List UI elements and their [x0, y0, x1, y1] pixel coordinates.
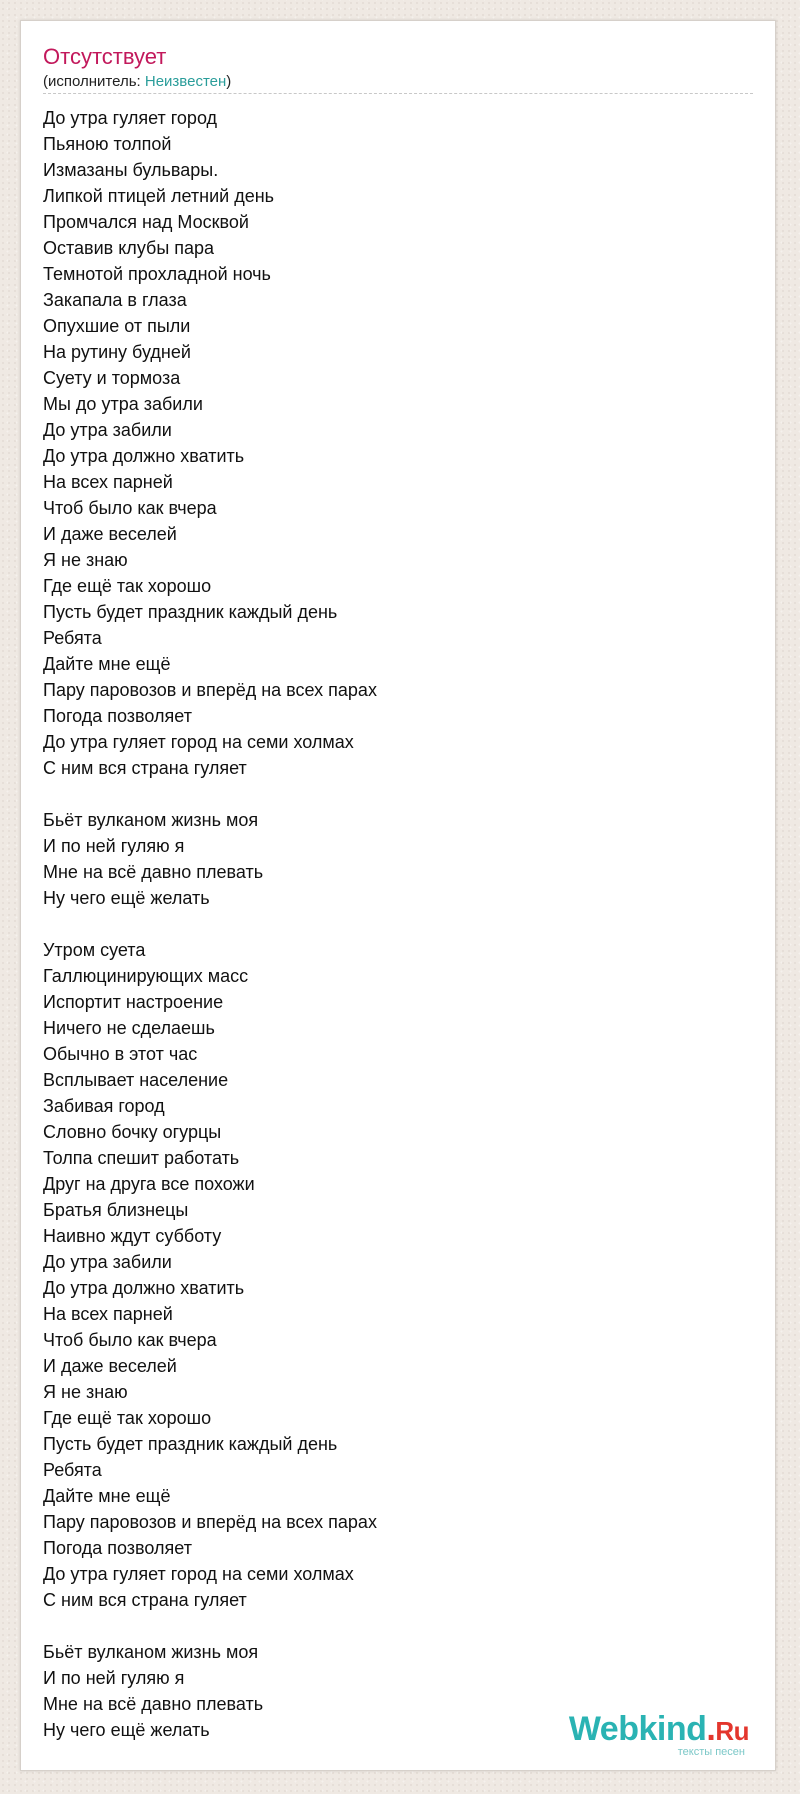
- lyric-line: До утра забили: [43, 1252, 172, 1272]
- lyric-line: Галлюцинирующих масс: [43, 966, 249, 986]
- lyric-line: Дайте мне ещё: [43, 654, 171, 674]
- lyric-line: Закапала в глаза: [43, 290, 187, 310]
- lyric-line: И по ней гуляю я: [43, 836, 185, 856]
- lyric-line: Опухшие от пыли: [43, 316, 191, 336]
- artist-suffix: ): [226, 73, 232, 90]
- lyric-line: Ребята: [43, 1460, 102, 1480]
- lyric-line: Темнотой прохладной ночь: [43, 264, 271, 284]
- lyric-line: Измазаны бульвары.: [43, 160, 219, 180]
- lyric-line: Пару паровозов и вперёд на всех парах: [43, 680, 377, 700]
- title-divider: [43, 93, 753, 94]
- lyric-line: Словно бочку огурцы: [43, 1122, 222, 1142]
- lyric-line: Утром суета: [43, 940, 146, 960]
- lyric-line: На рутину будней: [43, 342, 191, 362]
- lyrics-text: [43, 105, 753, 1743]
- lyric-line: Погода позволяет: [43, 706, 192, 726]
- lyric-line: Ну чего ещё желать: [43, 1720, 210, 1740]
- lyric-line: Я не знаю: [43, 550, 128, 570]
- stanza-break: [43, 911, 753, 937]
- lyrics-card: [20, 20, 776, 1771]
- lyric-line: До утра забили: [43, 420, 172, 440]
- lyric-line: До утра гуляет город: [43, 108, 218, 128]
- logo-wordmark: [569, 1712, 749, 1748]
- lyric-line: Суету и тормоза: [43, 368, 181, 388]
- lyric-line: Пьяною толпой: [43, 134, 172, 154]
- lyric-line: Я не знаю: [43, 1382, 128, 1402]
- lyric-line: Погода позволяет: [43, 1538, 192, 1558]
- lyric-line: С ним вся страна гуляет: [43, 758, 247, 778]
- lyric-line: Пусть будет праздник каждый день: [43, 1434, 338, 1454]
- lyric-line: Где ещё так хорошо: [43, 1408, 212, 1428]
- lyric-line: Бьёт вулканом жизнь моя: [43, 810, 259, 830]
- lyric-line: Ребята: [43, 628, 102, 648]
- lyric-line: Бьёт вулканом жизнь моя: [43, 1642, 259, 1662]
- lyric-line: Промчался над Москвой: [43, 212, 249, 232]
- logo-tagline: тексты песен: [677, 1746, 745, 1758]
- lyric-line: Дайте мне ещё: [43, 1486, 171, 1506]
- song-title: Отсутствует: [43, 44, 167, 69]
- artist-link[interactable]: Неизвестен: [144, 73, 227, 90]
- lyric-line: Где ещё так хорошо: [43, 576, 212, 596]
- artist-prefix: (исполнитель:: [43, 73, 145, 90]
- stanza-break: [43, 781, 753, 807]
- lyric-line: До утра гуляет город на семи холмах: [43, 1564, 354, 1584]
- lyric-line: С ним вся страна гуляет: [43, 1590, 247, 1610]
- logo-word: Webkind: [568, 1710, 707, 1748]
- lyric-line: И даже веселей: [43, 1356, 177, 1376]
- lyric-line: Обычно в этот час: [43, 1044, 198, 1064]
- lyric-line: До утра должно хватить: [43, 1278, 245, 1298]
- webkind-logo[interactable]: [569, 1712, 749, 1758]
- lyric-line: На всех парней: [43, 1304, 173, 1324]
- lyric-line: Мы до утра забили: [43, 394, 203, 414]
- artist-line: [43, 72, 231, 92]
- lyric-line: И даже веселей: [43, 524, 177, 544]
- lyric-line: Липкой птицей летний день: [43, 186, 275, 206]
- lyric-line: Мне на всё давно плевать: [43, 862, 264, 882]
- lyric-line: И по ней гуляю я: [43, 1668, 185, 1688]
- lyric-line: Испортит настроение: [43, 992, 224, 1012]
- lyric-line: Мне на всё давно плевать: [43, 1694, 264, 1714]
- lyric-line: Друг на друга все похожи: [43, 1174, 255, 1194]
- stanza-break: [43, 1613, 753, 1639]
- lyric-line: До утра должно хватить: [43, 446, 245, 466]
- lyric-line: Чтоб было как вчера: [43, 498, 217, 518]
- lyric-line: Всплывает население: [43, 1070, 229, 1090]
- logo-tld: Ru: [715, 1716, 749, 1746]
- lyric-line: До утра гуляет город на семи холмах: [43, 732, 354, 752]
- lyric-line: Ничего не сделаешь: [43, 1018, 215, 1038]
- lyric-line: Наивно ждут субботу: [43, 1226, 222, 1246]
- lyric-line: Пусть будет праздник каждый день: [43, 602, 338, 622]
- lyric-line: Чтоб было как вчера: [43, 1330, 217, 1350]
- logo-dot: .: [706, 1710, 716, 1748]
- lyric-line: Ну чего ещё желать: [43, 888, 210, 908]
- lyric-line: На всех парней: [43, 472, 173, 492]
- lyric-line: Пару паровозов и вперёд на всех парах: [43, 1512, 377, 1532]
- lyric-line: Братья близнецы: [43, 1200, 189, 1220]
- lyric-line: Забивая город: [43, 1096, 165, 1116]
- lyric-line: Толпа спешит работать: [43, 1148, 240, 1168]
- lyric-line: Оставив клубы пара: [43, 238, 215, 258]
